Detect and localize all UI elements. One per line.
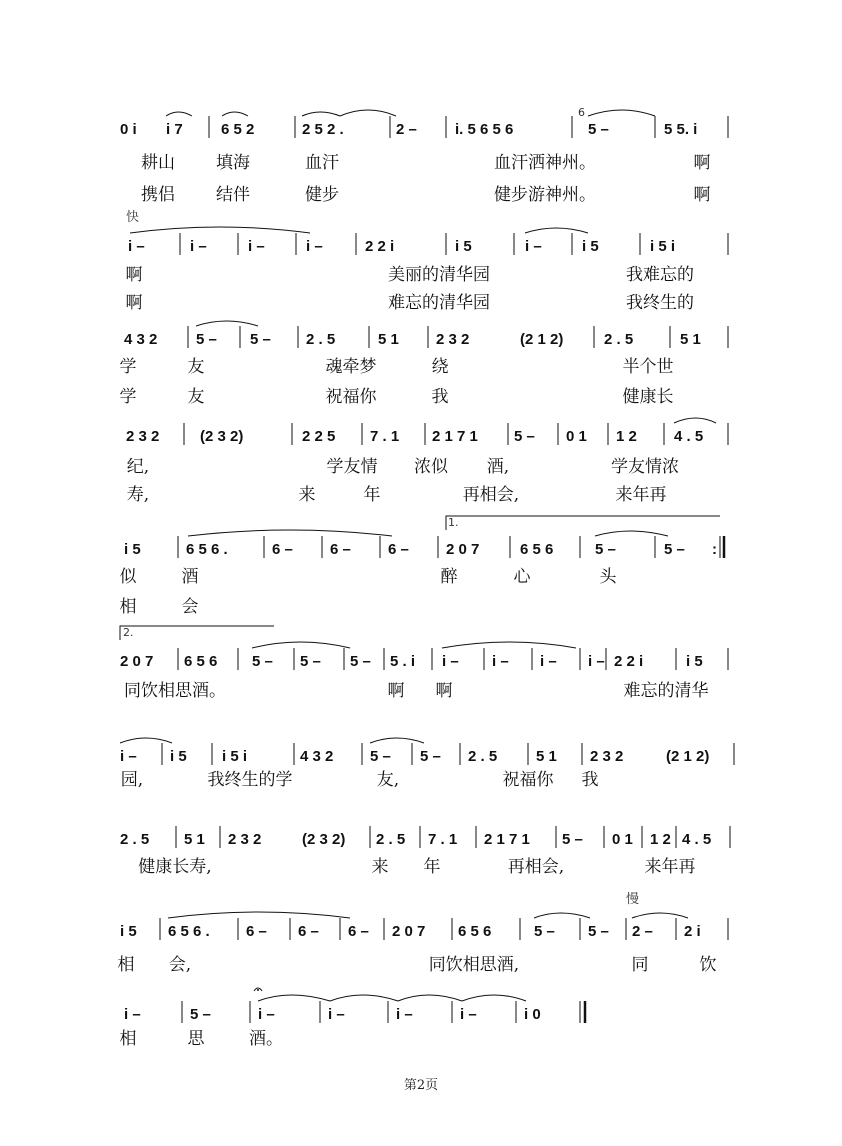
lyric: 年 <box>363 485 381 505</box>
svg-text:i –: i – <box>128 238 145 255</box>
lyric-line-4b <box>0 480 842 506</box>
svg-text:i –: i – <box>396 1006 413 1023</box>
lyric: 我难忘的 <box>626 265 694 285</box>
notation-line-8 <box>0 818 842 848</box>
svg-text:2 2 i: 2 2 i <box>614 653 644 670</box>
lyric: 我终生的 <box>626 293 694 313</box>
lyric: 再相会, <box>462 485 520 505</box>
lyric: 纪, <box>126 457 150 477</box>
svg-text:2 –: 2 – <box>632 923 653 940</box>
lyric: 会, <box>168 955 192 975</box>
lyric-line-4a <box>0 452 842 478</box>
notation-line-5 <box>0 528 842 558</box>
svg-text:5 –: 5 – <box>350 653 371 670</box>
lyric: 健康长寿, <box>138 857 212 877</box>
lyric: 酒 <box>181 567 199 587</box>
lyric: 酒。 <box>249 1029 283 1049</box>
svg-text:0 i: 0 i <box>120 121 137 138</box>
lyric: 友 <box>187 387 205 407</box>
svg-text:5 –: 5 – <box>664 541 685 558</box>
lyric-line-1a <box>0 148 842 174</box>
lyric: 再相会, <box>507 857 565 877</box>
svg-text:2 3 2: 2 3 2 <box>228 831 262 848</box>
svg-text:(2 1 2): (2 1 2) <box>666 748 710 765</box>
lyric: 绕 <box>431 357 449 377</box>
svg-text:5 –: 5 – <box>370 748 391 765</box>
svg-text:4 3 2: 4 3 2 <box>124 331 158 348</box>
lyric-line-7 <box>0 765 842 791</box>
lyric: 学 <box>119 357 137 377</box>
svg-text:i 5: i 5 <box>124 541 141 558</box>
svg-text:5 1: 5 1 <box>378 331 399 348</box>
lyric: 我 <box>581 770 599 790</box>
svg-text:4 3 2: 4 3 2 <box>300 748 334 765</box>
lyric-line-6 <box>0 676 842 702</box>
svg-text:i –: i – <box>525 238 542 255</box>
svg-text:i –: i – <box>328 1006 345 1023</box>
svg-text:i –: i – <box>124 1006 141 1023</box>
lyric: 饮 <box>699 955 717 975</box>
svg-text:5 –: 5 – <box>562 831 583 848</box>
lyric: 园, <box>120 770 144 790</box>
svg-text:i 7: i 7 <box>166 121 183 138</box>
svg-text:i. 5 6 5 6: i. 5 6 5 6 <box>455 121 514 138</box>
lyric: 健步游神州。 <box>494 185 596 205</box>
svg-text:i –: i – <box>540 653 557 670</box>
svg-text:5 –: 5 – <box>300 653 321 670</box>
svg-text:6 5 6 .: 6 5 6 . <box>186 541 228 558</box>
svg-text:i 5 i: i 5 i <box>650 238 676 255</box>
svg-text:5 . i: 5 . i <box>390 653 416 670</box>
notation-line-6 <box>0 640 842 670</box>
lyric-line-2b <box>0 288 842 314</box>
notation-line-4 <box>0 415 842 445</box>
lyric-line-3a <box>0 352 842 378</box>
svg-text:2 i: 2 i <box>684 923 701 940</box>
svg-text:2 . 5: 2 . 5 <box>604 331 634 348</box>
svg-text:2 2 i: 2 2 i <box>365 238 395 255</box>
lyric: 来年再 <box>644 857 696 877</box>
svg-text:2 1 7 1: 2 1 7 1 <box>432 428 478 445</box>
lyric: 祝福你 <box>325 387 377 407</box>
lyric: 学友情浓 <box>611 457 679 477</box>
lyric: 友, <box>376 770 400 790</box>
svg-text:6 5 2: 6 5 2 <box>221 121 255 138</box>
svg-text:i 5: i 5 <box>170 748 187 765</box>
svg-text:2 2 5: 2 2 5 <box>302 428 336 445</box>
svg-text:6 –: 6 – <box>388 541 409 558</box>
svg-text:5 –: 5 – <box>588 121 609 138</box>
svg-text:2 3 2: 2 3 2 <box>436 331 470 348</box>
svg-text:i 0: i 0 <box>524 1006 541 1023</box>
lyric: 啊 <box>693 153 711 173</box>
svg-text:i –: i – <box>460 1006 477 1023</box>
lyric-line-5b <box>0 592 842 618</box>
svg-text:5 5. i: 5 5. i <box>664 121 698 138</box>
lyric: 祝福你 <box>502 770 554 790</box>
lyric: 难忘的清华园 <box>388 293 490 313</box>
svg-text:i 5 i: i 5 i <box>222 748 248 765</box>
lyric-line-3b <box>0 382 842 408</box>
lyric: 学 <box>119 387 137 407</box>
lyric: 啊 <box>125 265 143 285</box>
lyric: 魂牵梦 <box>325 357 377 377</box>
lyric: 思 <box>187 1029 205 1049</box>
lyric: 半个世 <box>622 357 674 377</box>
svg-text:6 5 6: 6 5 6 <box>184 653 218 670</box>
lyric: 相 <box>119 597 137 617</box>
svg-text:5 1: 5 1 <box>536 748 557 765</box>
svg-text:i –: i – <box>306 238 323 255</box>
svg-text:2 0 7: 2 0 7 <box>120 653 154 670</box>
lyric: 来年再 <box>615 485 667 505</box>
svg-text:5 1: 5 1 <box>184 831 205 848</box>
notation-line-9 <box>0 910 842 940</box>
lyric: 相 <box>119 1029 137 1049</box>
svg-text:5 –: 5 – <box>420 748 441 765</box>
lyric: 年 <box>423 857 441 877</box>
tempo-slow-mark: 慢 <box>626 892 640 907</box>
lyric: 血汗洒神州。 <box>494 153 596 173</box>
svg-text:6 –: 6 – <box>272 541 293 558</box>
lyric: 结伴 <box>216 185 250 205</box>
lyric: 啊 <box>125 293 143 313</box>
svg-text:2 . 5: 2 . 5 <box>120 831 150 848</box>
lyric: 浓似 <box>414 457 448 477</box>
svg-text:6 –: 6 – <box>246 923 267 940</box>
notation-line-10 <box>0 993 842 1023</box>
svg-text:2 3 2: 2 3 2 <box>126 428 160 445</box>
tempo-fast-mark: 快 <box>126 210 140 225</box>
svg-text:5 –: 5 – <box>595 541 616 558</box>
lyric: 来 <box>298 485 316 505</box>
lyric-line-8 <box>0 852 842 878</box>
svg-text:6 5 6 .: 6 5 6 . <box>168 923 210 940</box>
volta-2-label: 2. <box>123 626 134 639</box>
svg-text:2 0 7: 2 0 7 <box>446 541 480 558</box>
svg-text:6 –: 6 – <box>298 923 319 940</box>
svg-text:6 5 6: 6 5 6 <box>458 923 492 940</box>
svg-text:i 5: i 5 <box>120 923 137 940</box>
svg-text:7 . 1: 7 . 1 <box>370 428 400 445</box>
svg-text:i –: i – <box>248 238 265 255</box>
svg-text:2 3 2: 2 3 2 <box>590 748 624 765</box>
notation-line-1 <box>0 108 842 138</box>
svg-text:4 . 5: 4 . 5 <box>674 428 704 445</box>
lyric: 健康长 <box>622 387 674 407</box>
svg-text:i –: i – <box>588 653 605 670</box>
lyric: 难忘的清华 <box>623 681 709 701</box>
lyric: 来 <box>371 857 389 877</box>
notation-line-2 <box>0 225 842 255</box>
lyric: 美丽的清华园 <box>388 265 490 285</box>
lyric: 学友情 <box>326 457 378 477</box>
svg-text:4 . 5: 4 . 5 <box>682 831 712 848</box>
lyric: 会 <box>181 597 199 617</box>
lyric: 我 <box>431 387 449 407</box>
svg-text:2 –: 2 – <box>396 121 417 138</box>
svg-text::: : <box>712 541 717 558</box>
lyric: 友 <box>187 357 205 377</box>
lyric: 寿, <box>126 485 150 505</box>
grace-note: 6 <box>578 106 585 119</box>
lyric: 耕山 <box>141 153 175 173</box>
notation-line-7 <box>0 735 842 765</box>
svg-text:5 1: 5 1 <box>680 331 701 348</box>
lyric: 醉 <box>440 567 458 587</box>
svg-text:6 –: 6 – <box>330 541 351 558</box>
lyric: 啊 <box>387 681 405 701</box>
lyric: 同 <box>631 955 649 975</box>
lyric: 似 <box>119 567 137 587</box>
svg-text:5 –: 5 – <box>190 1006 211 1023</box>
svg-text:6 5 6: 6 5 6 <box>520 541 554 558</box>
lyric: 填海 <box>216 153 250 173</box>
lyric-line-10 <box>0 1024 842 1050</box>
page-number: 第2页 <box>403 1078 439 1093</box>
svg-text:i –: i – <box>442 653 459 670</box>
svg-text:(2 3 2): (2 3 2) <box>200 428 244 445</box>
lyric: 我终生的学 <box>207 770 293 790</box>
svg-text:i –: i – <box>190 238 207 255</box>
svg-text:i 5: i 5 <box>686 653 703 670</box>
svg-text:(2 3 2): (2 3 2) <box>302 831 346 848</box>
svg-text:5 –: 5 – <box>250 331 271 348</box>
lyric-line-2a <box>0 260 842 286</box>
svg-text:2 . 5: 2 . 5 <box>468 748 498 765</box>
svg-text:5 –: 5 – <box>252 653 273 670</box>
svg-text:0 1: 0 1 <box>612 831 633 848</box>
svg-text:2 5 2 .: 2 5 2 . <box>302 121 344 138</box>
svg-text:6 –: 6 – <box>348 923 369 940</box>
lyric-line-9 <box>0 950 842 976</box>
lyric: 酒, <box>486 457 510 477</box>
svg-text:2 1 7 1: 2 1 7 1 <box>484 831 530 848</box>
svg-text:5 –: 5 – <box>588 923 609 940</box>
notation-line-3 <box>0 318 842 348</box>
svg-text:5 –: 5 – <box>514 428 535 445</box>
lyric: 同饮相思酒。 <box>124 681 226 701</box>
svg-text:1 2: 1 2 <box>650 831 671 848</box>
svg-text:1 2: 1 2 <box>616 428 637 445</box>
lyric: 健步 <box>305 185 339 205</box>
lyric: 啊 <box>693 185 711 205</box>
volta-1-label: 1. <box>448 516 459 529</box>
svg-text:2 0 7: 2 0 7 <box>392 923 426 940</box>
svg-text:i 5: i 5 <box>582 238 599 255</box>
lyric: 携侣 <box>141 185 175 205</box>
svg-text:i 5: i 5 <box>455 238 472 255</box>
svg-text:i –: i – <box>120 748 137 765</box>
lyric: 心 <box>513 567 531 587</box>
svg-text:i –: i – <box>258 1006 275 1023</box>
lyric-line-1b <box>0 180 842 206</box>
lyric: 相 <box>117 955 135 975</box>
svg-text:5 –: 5 – <box>534 923 555 940</box>
svg-text:2 . 5: 2 . 5 <box>306 331 336 348</box>
lyric: 啊 <box>435 681 453 701</box>
svg-text:7 . 1: 7 . 1 <box>428 831 458 848</box>
svg-text:5 –: 5 – <box>196 331 217 348</box>
svg-text:2 . 5: 2 . 5 <box>376 831 406 848</box>
svg-text:0 1: 0 1 <box>566 428 587 445</box>
svg-text:(2 1 2): (2 1 2) <box>520 331 564 348</box>
svg-text:i –: i – <box>492 653 509 670</box>
lyric: 同饮相思酒, <box>428 955 520 975</box>
lyric: 头 <box>599 567 617 587</box>
lyric: 血汗 <box>305 153 339 173</box>
lyric-line-5a <box>0 562 842 588</box>
